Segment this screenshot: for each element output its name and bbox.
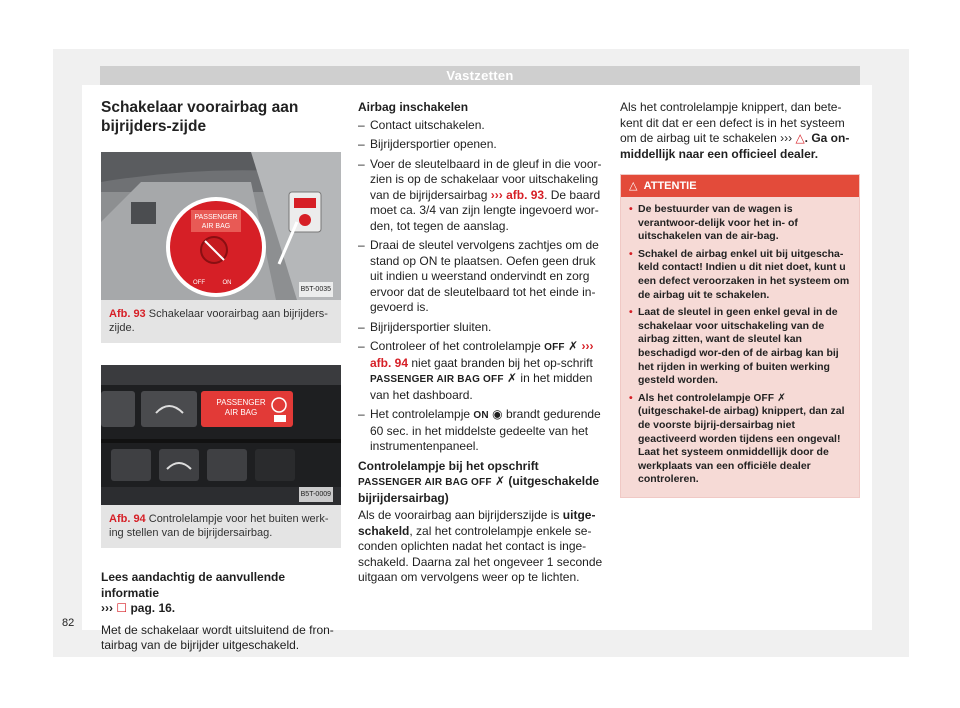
- airbag-off-icon: ✗: [568, 339, 579, 353]
- figure-caption-text: Controlelampje voor het buiten werk-ing stellen van de bijrijdersairbag.: [109, 513, 329, 539]
- attention-body: [621, 197, 859, 497]
- warning-triangle-icon: △: [629, 180, 638, 192]
- passenger-airbag-off-glyph: PASSENGER AIR BAG OFF: [370, 374, 504, 385]
- dash-label-line1: PASSENGER: [216, 398, 266, 407]
- warning-triangle-icon[interactable]: △: [795, 131, 805, 145]
- list-item-text: Controleer of het controlelampje: [370, 339, 541, 353]
- paragraph-text: Als de voorairbag aan bijrijderszijde is: [358, 508, 560, 522]
- figure-93-image: [101, 152, 341, 300]
- image-code: B5T-0009: [299, 487, 333, 503]
- attention-title: ATTENTIE: [643, 180, 697, 192]
- attention-item: [629, 392, 851, 487]
- blink-paragraph: [620, 100, 860, 162]
- airbag-off-icon: ✗: [495, 474, 506, 488]
- attention-item: • Laat de sleutel in geen enkel geval in de schakelaar voor uitschakeling van de airbag zitten, want de sleutel kan beschadigd wor-den of de airbag kan bij het rijden in werking of buiten werking gesteld worden.: [629, 306, 851, 388]
- attention-item-text: Als het controlelampje: [638, 391, 751, 404]
- switch-label-line2: AIR BAG: [201, 223, 231, 230]
- subheading-text: (uitgeschakelde bijrijdersairbag): [358, 474, 600, 505]
- paragraph-text: Als het controlelampje knippert, dan bete-kent dit dat er een defect is in het systeem om de airbag uit te schakelen ›››: [620, 100, 845, 145]
- passenger-airbag-off-glyph: PASSENGER AIR BAG OFF: [358, 477, 492, 488]
- list-item: – Draai de sleutel vervolgens zachtjes om de stand op ON te plaatsen. Oefen geen druk uit indien u weerstand ondervindt en zorg ervoor dat de sleutelbaard tot het einde in-gevoerd is.: [358, 238, 603, 316]
- airbag-switch-illustration: [101, 152, 341, 300]
- switch-label-line1: PASSENGER: [194, 214, 238, 221]
- off-glyph: OFF: [753, 392, 775, 404]
- figure-caption-text: Schakelaar voorairbag aan bijrijders-zijde.: [109, 308, 328, 334]
- airbag-on-icon: ◉: [492, 407, 503, 421]
- column-1: [101, 98, 341, 658]
- attention-item: • De bestuurder van de wagen is verantwoor-delijk voor het in- of uitschakelen van de air-bag.: [629, 203, 851, 244]
- list-item: [358, 339, 603, 403]
- section-title: Schakelaar voorairbag aan bijrijders-zijde: [101, 99, 299, 135]
- subheading-indicator: [358, 459, 603, 507]
- switch-off-label: OFF: [193, 280, 205, 286]
- info-note-text: Lees aandachtig de aanvullende informatie: [101, 570, 286, 600]
- list-item: – Bijrijdersportier openen.: [358, 137, 603, 153]
- list-item-text: niet gaat branden bij het op-schrift: [408, 355, 593, 370]
- figure-label: Afb. 94: [109, 513, 146, 525]
- page-number: 82: [62, 617, 75, 629]
- dashboard-buttons-illustration: [101, 365, 341, 505]
- attention-header: [621, 175, 859, 197]
- airbag-off-icon: ✗: [507, 371, 518, 385]
- list-item: [358, 157, 603, 235]
- paragraph-text: , zal het controlelampje enkele se-conden oplichten nadat het contact is inge-schakeld. Daarna zal het ongeveer 1 seconde uitgaan om vervolgens weer op te lichten.: [358, 523, 603, 584]
- info-note: [101, 570, 341, 617]
- column-2: [358, 100, 603, 590]
- figure-link[interactable]: ››› afb. 94: [370, 339, 594, 370]
- steps-list: [358, 118, 603, 455]
- list-item-text: in het midden van het dashboard.: [370, 371, 593, 402]
- subheading-text: Controlelampje bij het opschrift: [358, 458, 539, 473]
- paragraph-bold: . Ga on-middellijk naar een officieel dealer.: [620, 131, 850, 161]
- paragraph-bold: uitge-schakeld: [358, 508, 596, 538]
- on-glyph: ON: [473, 410, 489, 421]
- figure-94: [101, 365, 341, 548]
- list-item: – Bijrijdersportier sluiten.: [358, 320, 603, 336]
- list-item-text: Voer de sleutelbaard in de gleuf in die voor-zien is op de schakelaar voor uitschakeling van de bijrijdersairbag: [370, 156, 602, 202]
- airbag-off-icon: ✗: [777, 391, 786, 404]
- subheading-airbag-on: Airbag inschakelen: [358, 100, 469, 114]
- switch-on-label: ON: [222, 280, 232, 286]
- info-page-ref[interactable]: pag. 16.: [130, 601, 176, 615]
- attention-item: • Schakel de airbag enkel uit bij uitgescha-keld contact! Indien u dit niet doet, kunt u een defect veroorzaken in het systeem om de airbag uit te schakelen.: [629, 248, 851, 302]
- attention-item-text: (uitgeschakel-de airbag) knippert, dan zal de voorste bijrij-dersairbag niet geactiveerd worden tijdens een ongeval! Laat het systeem onmiddellijk door de werkplaats van een officiële dealer controleren.: [638, 405, 845, 486]
- figure-link[interactable]: ››› afb. 93: [490, 187, 545, 202]
- dash-label-line2: AIR BAG: [224, 408, 258, 417]
- list-item-text: . De baard moet ca. 3/4 van zijn lengte ingevoerd wor-den, tot tegen de aanslag.: [370, 187, 601, 233]
- indicator-paragraph: [358, 508, 603, 586]
- figure-label: Afb. 93: [109, 308, 146, 320]
- info-ref-arrows: ›››: [101, 601, 117, 615]
- list-item: – Contact uitschakelen.: [358, 118, 603, 134]
- figure-93: [101, 152, 341, 343]
- book-icon: ☐: [116, 601, 128, 615]
- list-item-text: brandt gedurende 60 sec. in het middelste gedeelte van het instrumentenpaneel.: [370, 407, 601, 453]
- column-3: [620, 100, 860, 498]
- off-glyph: OFF: [544, 342, 565, 353]
- intro-paragraph: Met de schakelaar wordt uitsluitend de fron-tairbag van de bijrijder uitgeschakeld.: [101, 622, 334, 652]
- image-code: B5T-0035: [299, 282, 333, 298]
- figure-caption: [101, 300, 341, 343]
- figure-94-image: [101, 365, 341, 505]
- list-item-text: Het controlelampje: [370, 407, 471, 421]
- list-item: [358, 407, 603, 455]
- figure-caption: [101, 505, 341, 548]
- chapter-title: Vastzetten: [446, 68, 514, 83]
- attention-box: [620, 174, 860, 498]
